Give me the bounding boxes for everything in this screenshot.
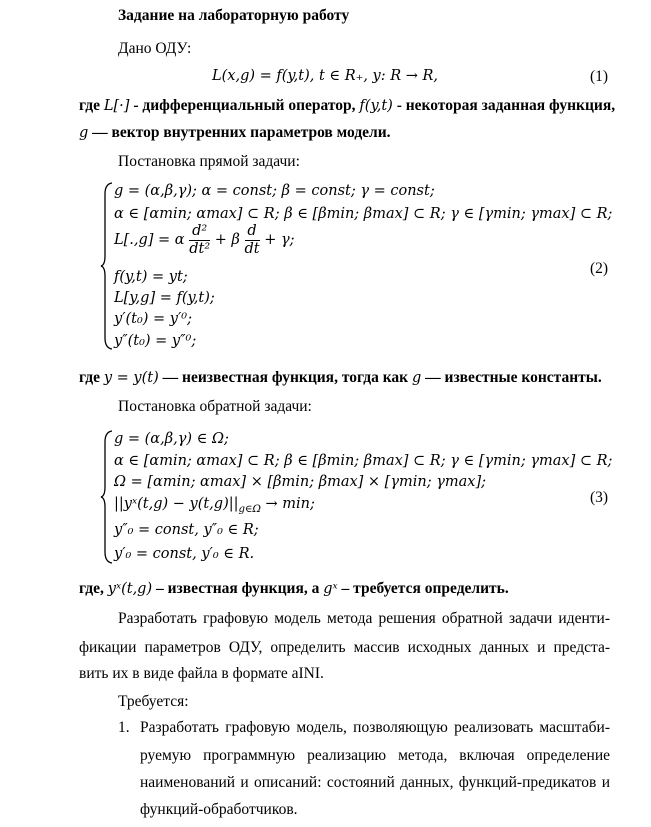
inverse-problem-label: Постановка обратной задачи: [118,398,312,415]
where-1-line-1 [79,97,616,115]
system-2-line-6: y′(t₀) = y′⁰; [114,311,192,327]
where-1-function: f(y,t) [359,98,393,114]
system-3-line-6: y′₀ = const, y′₀ ∈ R. [114,546,255,562]
direct-problem-label: Постановка прямой задачи: [118,153,300,170]
system-3-line-4: ||yˣ(t,g) − $y(t,g)||_{g\in\Omega} \to \min$; [114,496,315,515]
page-title: Задание на лабораторную работу [118,7,350,24]
system-3-norm-sub: g∈Ω [238,503,261,515]
where-3-gx: gˣ [323,581,338,597]
system-2-line-5: L[y,g] = f(y,t); [114,290,215,306]
system-3-brace [100,430,114,564]
list-item-number: 1. [118,719,130,736]
equation-1: L(x,g) = f(y,t), t ∈ R₊, y: R → R, [212,68,439,84]
where-1-g: g [79,125,89,141]
system-3-line-2: α ∈ [αmin; αmax] ⊂ R; β ∈ [βmin; βmax] ⊂ R; γ ∈ [γmin; γmax] ⊂ R; [114,453,613,469]
system-2-line-2: α ∈ [αmin; αmax] ⊂ R; β ∈ [βmin; βmax] ⊂ R; γ ∈ [γmin; γmax] ⊂ R; [114,206,613,222]
required-label: Требуется: [118,693,189,710]
where-2-line: где y = y(t) — неизвестная функция, тогда как g — известные константы. [79,369,602,386]
system-3-line-5: y″₀ = const, y″₀ ∈ R; [114,522,259,538]
paragraph-line-3: вить их в виде файла в формате aINI. [79,665,324,682]
paragraph-line-1: Разработать графовую модель метода решения обратной задачи иденти- [118,610,610,627]
where-3-yx: yˣ(t,g) [107,581,153,597]
equation-1-number: (1) [590,68,609,85]
system-2-fraction-1: $\frac{\text{d²}}{\text{dt²}}$ [189,223,211,257]
paragraph-line-2: фикации параметров ОДУ, определить массив исходных данных и предста- [79,639,610,656]
system-2-line-3: L[.,g] = α $\frac{\text{d²}}{\text{dt²}}$ + β $\frac{d}{dt}$ + γ; [114,223,295,257]
where-1-operator: L[·] [103,98,130,114]
where-2-g: g [411,370,422,386]
system-2-line-7: y″(t₀) = y″⁰; [114,333,197,349]
list-item-line-2: руемую программную реализацию метода, включая определение [140,747,610,764]
system-2-operator: L[.,g] = α [114,232,185,248]
where-1-text-b: - некоторая заданная функция, [392,97,616,114]
equation-3-number: (3) [590,489,609,506]
given-label: Дано ОДУ: [118,40,192,57]
system-2-line-1: g = (α,β,γ); α = const; β = const; γ = const; [114,183,435,199]
list-item-line-1: Разработать графовую модель, позволяющую реализовать масштаби- [140,719,610,736]
system-2-line-4: f(y,t) = yt; [114,269,188,285]
system-2-brace [100,182,114,350]
where-1-prefix: где [79,97,104,114]
where-1-text-a: - дифференциальный оператор, [129,97,360,114]
equation-2-number: (2) [590,260,609,277]
system-3-line-3: Ω = [αmin; αmax] × [βmin; βmax] × [γmin; γmax]; [114,474,487,490]
system-2-fraction-2: $\frac{d}{dt}$ [244,223,260,257]
where-1-line-2-text: — вектор внутренних параметров модели. [88,124,391,141]
where-2-y: y = y(t) [103,370,159,386]
list-item-line-3: наименований и описаний: состояний данных, функций-предикатов и [140,774,610,791]
system-3-line-1: g = (α,β,γ) ∈ Ω; [114,431,229,447]
where-3-line: где, yˣ(t,g) – известная функция, а gˣ – требуется определить. [79,580,509,597]
system-3-norm: ||yˣ(t,g) − y(t,g)|| [114,496,239,512]
where-1-line-2 [79,124,391,142]
list-item-line-4: функций-обработчиков. [140,801,298,818]
